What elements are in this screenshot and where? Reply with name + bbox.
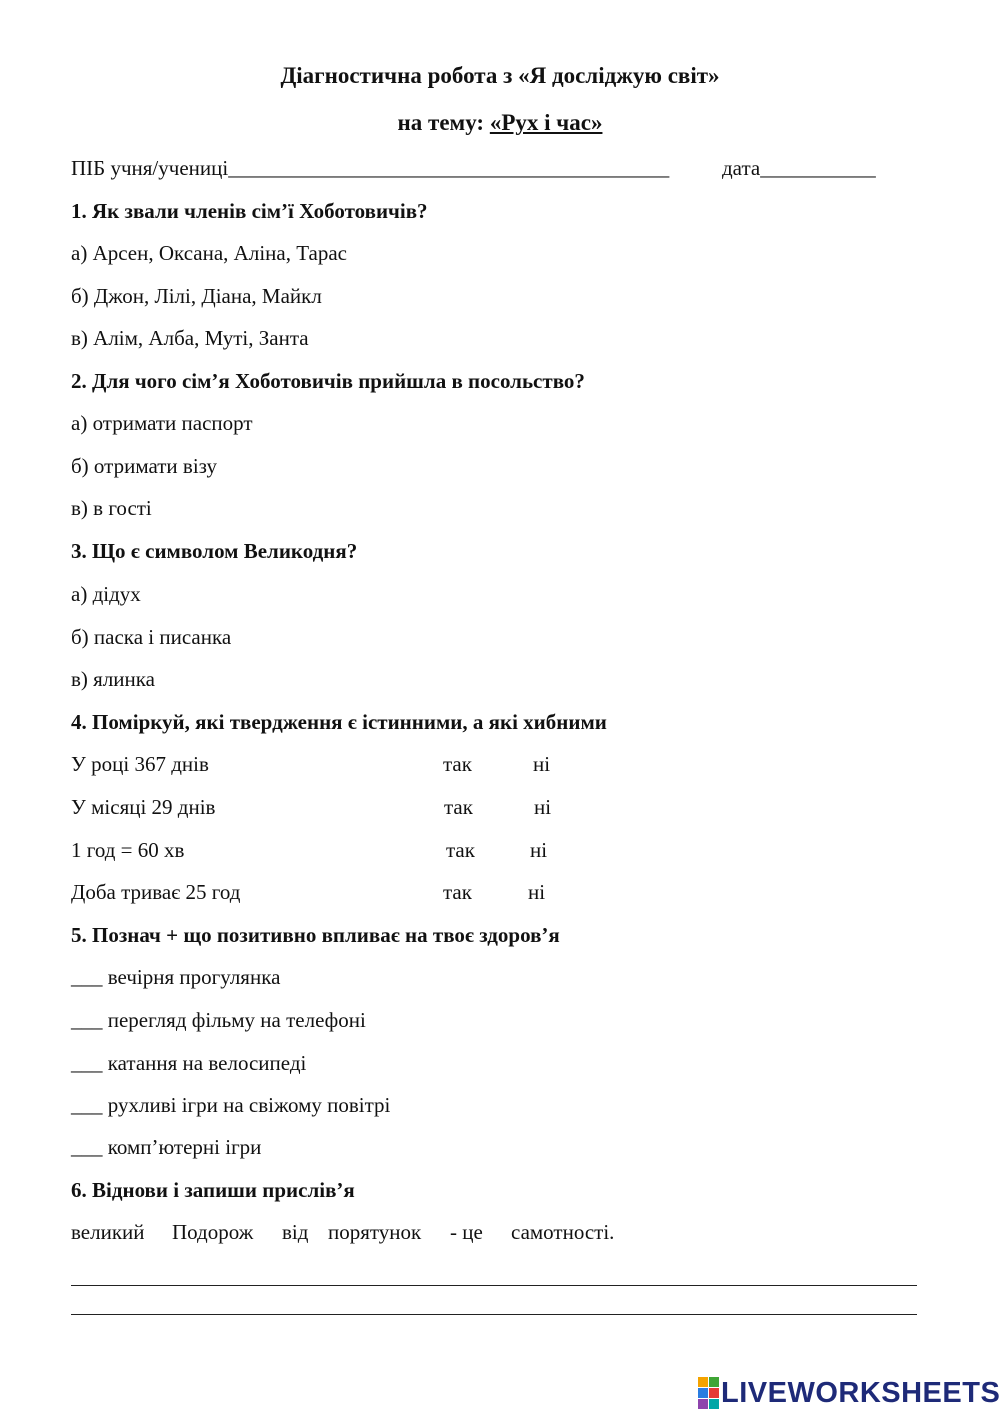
proverb-word[interactable]: великий: [71, 1220, 145, 1244]
liveworksheets-logo: [698, 1376, 1000, 1410]
question-6: 6. Віднови і запиши прислів’я: [71, 1178, 355, 1202]
logo-block: [709, 1377, 719, 1387]
document-title: Діагностична робота з «Я досліджую світ»: [280, 63, 720, 88]
proverb-word[interactable]: порятунок: [328, 1220, 422, 1244]
q3-option-c[interactable]: в) ялинка: [71, 667, 155, 691]
q5-blank[interactable]: ___: [71, 1008, 103, 1032]
q4-statement: Доба триває 25 год: [71, 880, 241, 904]
q3-option-b[interactable]: б) паска і писанка: [71, 625, 232, 649]
q5-item-label: рухливі ігри на свіжому повітрі: [107, 1093, 391, 1117]
q4-statement: 1 год = 60 хв: [71, 838, 185, 862]
list-item: [71, 1135, 261, 1160]
answer-line[interactable]: [71, 1314, 917, 1315]
q4-yes-option[interactable]: так: [443, 752, 472, 776]
q5-item-label: перегляд фільму на телефоні: [107, 1008, 366, 1032]
question-2: 2. Для чого сім’я Хоботовичів прийшла в посольство?: [71, 369, 585, 393]
q2-option-b[interactable]: б) отримати візу: [71, 454, 218, 478]
q4-no-option[interactable]: ні: [534, 795, 552, 819]
list-item: [71, 1008, 366, 1033]
proverb-word[interactable]: Подорож: [172, 1220, 254, 1244]
logo-block: [698, 1388, 708, 1398]
question-3: 3. Що є символом Великодня?: [71, 539, 358, 563]
logo-block: [709, 1388, 719, 1398]
proverb-word[interactable]: - це: [450, 1220, 483, 1244]
q2-option-a[interactable]: а) отримати паспорт: [71, 411, 253, 435]
date-blank[interactable]: ___________: [760, 156, 876, 180]
q4-statement: У році 367 днів: [71, 752, 209, 776]
q5-item-label: катання на велосипеді: [107, 1051, 307, 1075]
student-label: ПІБ учня/учениці: [71, 156, 229, 180]
q4-no-option[interactable]: ні: [533, 752, 551, 776]
q4-no-option[interactable]: ні: [530, 838, 548, 862]
list-item: [71, 965, 280, 990]
question-5: 5. Познач + що позитивно впливає на твоє здоров’я: [71, 923, 560, 947]
q4-yes-option[interactable]: так: [443, 880, 472, 904]
q4-yes-option[interactable]: так: [446, 838, 475, 862]
q1-option-b[interactable]: б) Джон, Лілі, Діана, Майкл: [71, 284, 322, 308]
proverb-word[interactable]: самотності.: [511, 1220, 615, 1244]
q5-item-label: комп’ютерні ігри: [107, 1135, 262, 1159]
list-item: [71, 1093, 390, 1118]
date-line: [722, 156, 876, 181]
question-1: 1. Як звали членів сім’ї Хоботовичів?: [71, 199, 428, 223]
q5-blank[interactable]: ___: [71, 965, 103, 989]
proverb-word[interactable]: від: [282, 1220, 309, 1244]
q4-no-option[interactable]: ні: [528, 880, 546, 904]
q2-option-c[interactable]: в) в гості: [71, 496, 152, 520]
logo-text: LIVEWORKSHEETS: [721, 1376, 1000, 1409]
q3-option-a[interactable]: а) дідух: [71, 582, 141, 606]
q5-blank[interactable]: ___: [71, 1093, 103, 1117]
q5-item-label: вечірня прогулянка: [107, 965, 281, 989]
list-item: [71, 1051, 306, 1076]
q4-yes-option[interactable]: так: [444, 795, 473, 819]
question-4: 4. Поміркуй, які твердження є істинними, а які хибними: [71, 710, 607, 734]
subtitle-prefix: на тему:: [397, 110, 490, 135]
date-label: дата: [722, 156, 761, 180]
q4-statement: У місяці 29 днів: [71, 795, 216, 819]
answer-line[interactable]: [71, 1285, 917, 1286]
student-line: [71, 156, 669, 181]
topic-title: «Рух і час»: [489, 110, 603, 135]
logo-blocks-icon: [698, 1377, 719, 1409]
logo-block: [698, 1377, 708, 1387]
q5-blank[interactable]: ___: [71, 1135, 103, 1159]
q1-option-a[interactable]: а) Арсен, Оксана, Аліна, Тарас: [71, 241, 347, 265]
q1-option-c[interactable]: в) Алім, Алба, Муті, Занта: [71, 326, 309, 350]
q5-blank[interactable]: ___: [71, 1051, 103, 1075]
logo-block: [709, 1399, 719, 1409]
document-subtitle: [0, 110, 1000, 136]
student-name-blank[interactable]: __________________________________________: [228, 156, 670, 180]
logo-block: [698, 1399, 708, 1409]
